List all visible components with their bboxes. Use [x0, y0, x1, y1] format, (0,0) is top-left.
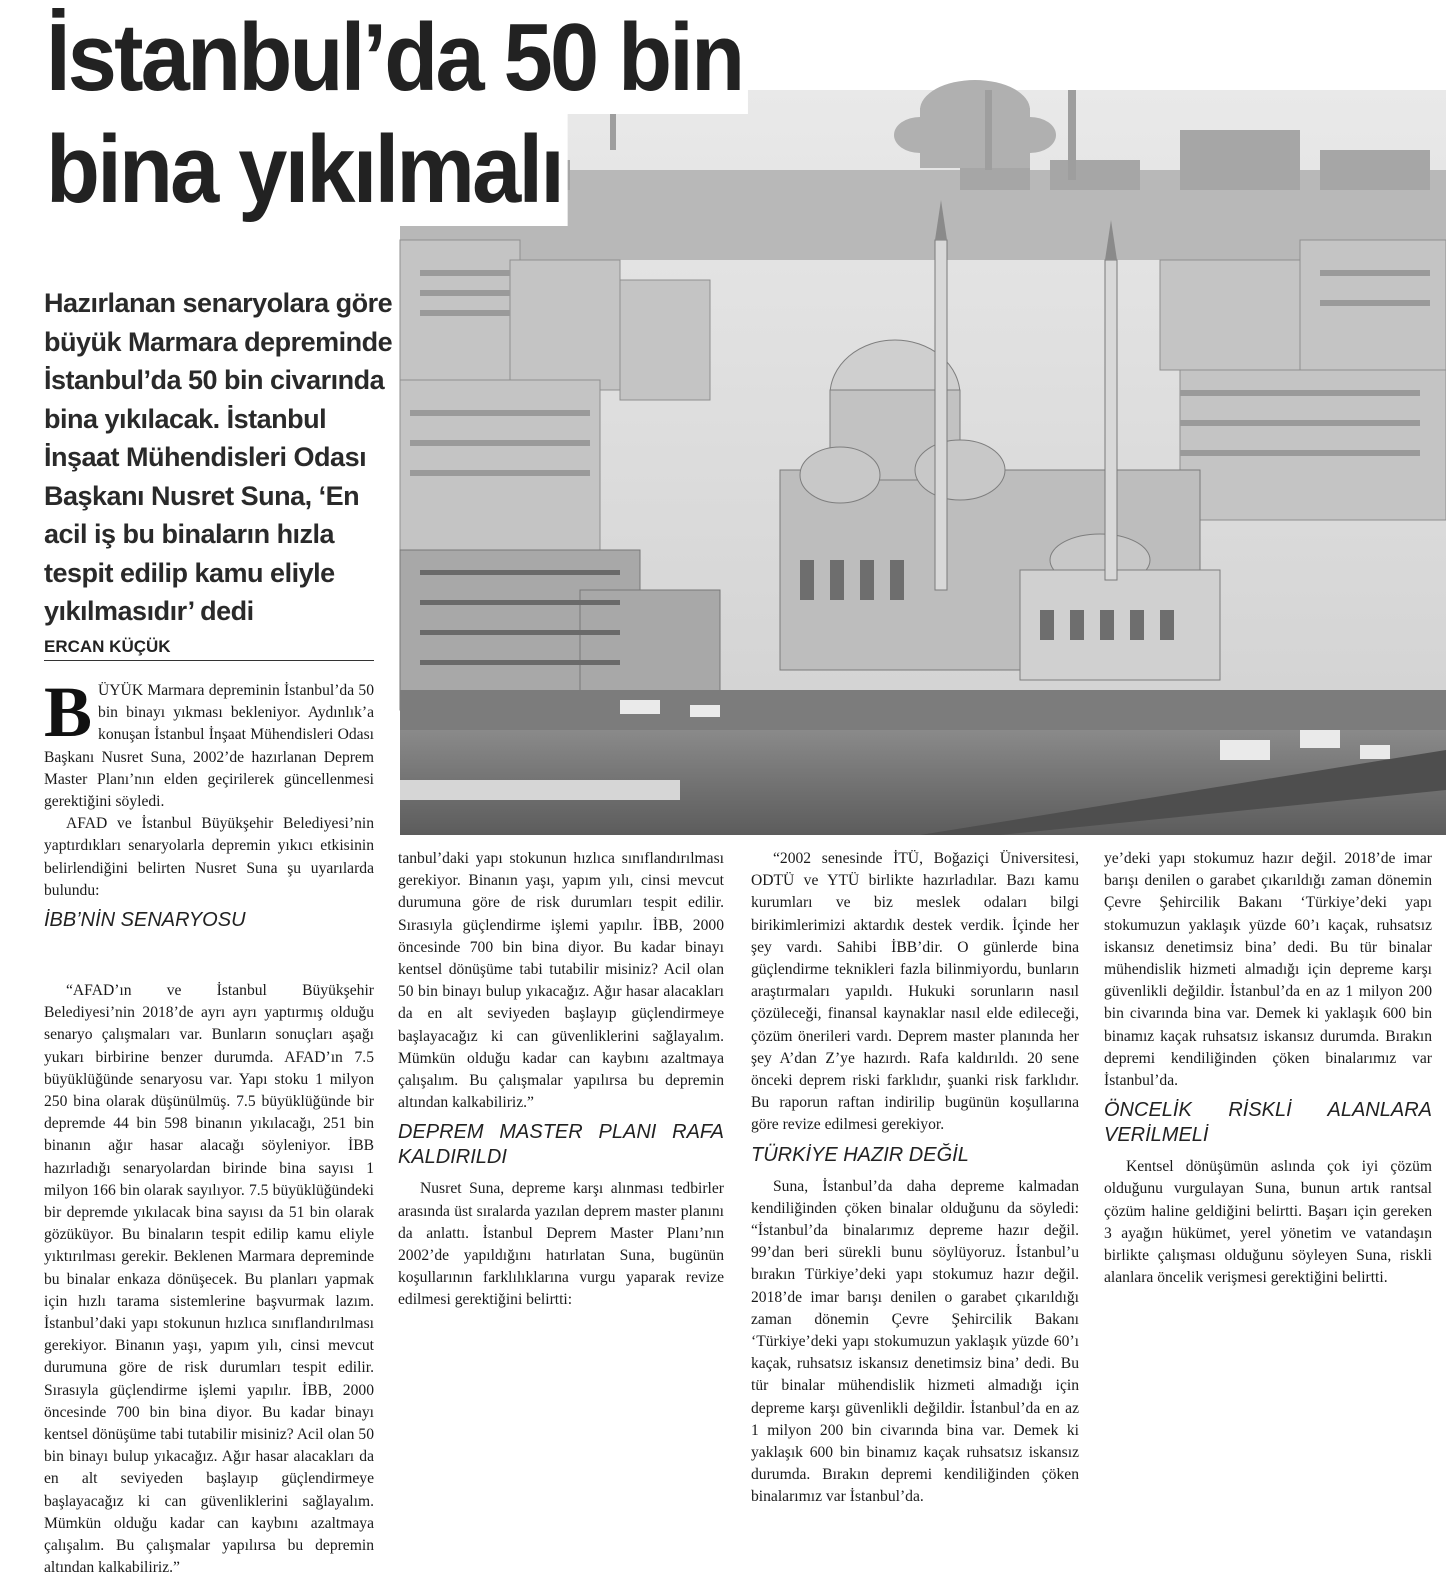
paragraph-afad-ibb: AFAD ve İstanbul Büyükşehir Belediyesi’nin yaptırdıkları senaryolarla depremin yıkıcı etkisinin belirlendiğini belirten Nusret Suna şu uyarılarda bulundu:: [44, 815, 374, 899]
paragraph-ibb-scenario-cont: tanbul’daki yapı stokunun hızlıca sınıflandırılması gerekiyor. Binanın yaşı, yapım yılı, cinsi mevcut durumuna göre de risk durumları tespit edilir. Sırasıyla güçlendirme işlemi yapılır. İBB, 2000 öncesinde 700 bin bina diyor. Bu kadar binayı kentsel dönüşüme tabi tutabilir misiniz? Acil olan 50 bin binayı bulup yıkacağız. Ağır hasar alacakları da en alt seviyeden başlayıp güçlendirmeye başlayacağız ki can güvenliklerini sağlayalım. Mümkün olduğu kadar can kaybını azaltmaya çalışalım. Bu çalışmalar yapılırsa bu depremin altından kalkabiliriz.”: [398, 850, 724, 1112]
byline: ERCAN KÜÇÜK: [44, 637, 374, 661]
article-column-1-continued: [44, 980, 374, 1577]
article-column-4: [1104, 848, 1432, 1360]
paragraph-priority-risky-areas: Kentsel dönüşümün aslında çok iyi çözüm olduğunu vurgulayan Suna, bunun artık rantsal çözüm haline geldiğini belirtti. Başarı için gereken 3 ayağın hükümet, yerel yönetim ve vatandaşın birlikte çalışması olduğunu söyleyen Suna, riskli alanlara öncelik verişmesi gerektiğini belirtti.: [1104, 1158, 1432, 1287]
intro-text: ÜYÜK Marmara depreminin İstanbul’da 50 bin binayı yıkması bekleniyor. Aydınlık’a konuşan İstanbul İnşaat Mühendisleri Odası Başkanı Nusret Suna, 2002’de hazırlanan Deprem Master Planı’nın elden geçirilerek güncellenmesi gerektiğini söyledi.: [44, 682, 374, 811]
intro-paragraph: [44, 672, 374, 813]
paragraph-turkiye-not-ready: Suna, İstanbul’da daha depreme kalmadan kendiliğinden çöken binalar olduğunu da söyledi: “İstanbul’da binalarımız depreme hazır değil. 99’dan beri sürekli bunu söylüyoruz. İstanbul’u bırakın Türkiye’deki yapı stokumuz hazır değil. 2018’de imar barışı denilen o garabet çıkarıldığı zaman dönemin Çevre Şehircilik Bakanı ‘Türkiye’deki yapı stokumuzun yaklaşık yüzde 60’ı kaçak, ruhsatsız iskansız denetimsiz bina’ dedi. Bu tür binalar mühendislik hizmeti almadığı için depreme karşı güvenlikli değildir. İstanbul’da en az 1 milyon 200 bin civarında bina var. Demek ki yaklaşık 600 bin binamız kaçak ruhsatsız iskansız durumda. Bırakın depremi kendiliğinden çöken binalarımız var İstanbul’da.: [751, 1177, 1079, 1506]
headline: [46, 2, 874, 226]
subhead-priority-risky-areas: ÖNCELİK RİSKLİ ALANLARA VERİLMELİ: [1104, 1099, 1432, 1147]
article-column-2: [398, 848, 724, 1360]
standfirst: Hazırlanan senaryolara göre büyük Marmara depreminde İstanbul’da 50 bin civarında bina yıkılacak. İstanbul İnşaat Mühendisleri Odası Başkanı Nusret Suna, ‘En acil iş bu binaların hızla tespit edilip kamu eliyle yıkılmasıdır’ dedi: [44, 288, 393, 626]
paragraph-master-plan: Nusret Suna, depreme karşı alınması tedbirler arasında üst sıralarda yazılan deprem master planını da anlattı. İstanbul Deprem Master Planı’nın 2002’de yapıldığını hatırlatan Suna, bugünün koşullarının farklılıklarına vurgu yaparak revize edilmesi gerektiğini belirtti:: [398, 1180, 724, 1309]
subhead-turkiye-not-ready: TÜRKİYE HAZIR DEĞİL: [751, 1143, 969, 1166]
subhead-master-plan: DEPREM MASTER PLANI RAFA KALDIRILDI: [398, 1121, 724, 1169]
headline-line-2: bina yıkılmalı: [46, 114, 568, 226]
headline-line-1: İstanbul’da 50 bin: [46, 2, 748, 114]
article-column-1-top: [44, 672, 374, 941]
drop-cap: B: [44, 672, 93, 752]
paragraph-turkiye-cont: ye’deki yapı stokumuz hazır değil. 2018’de imar barışı denilen o garabet çıkarıldığı zaman dönemin Çevre Şehircilik Bakanı ‘Türkiye’deki yapı stokumuzun yaklaşık yüzde 60’ı kaçak, ruhsatsız iskansız denetimsiz bina’ dedi. Bu tür binalar mühendislik hizmeti almadığı için depreme karşı güvenlikli değildir. İstanbul’da en az 1 milyon 200 bin civarında bina var. Demek ki yaklaşık 600 bin binamız kaçak ruhsatsız iskansız durumda. Bırakın depremi kendiliğinden çöken binalarımız var İstanbul’da.: [1104, 850, 1432, 1090]
paragraph-quote-2002: “2002 senesinde İTÜ, Boğaziçi Üniversitesi, ODTÜ ve YTÜ birlikte hazırladılar. Bazı kamu kurumları ve biz meslek odaları bilgi birikimlerimizi aktardık destek verdik. İçinde her şey vardı. Sahibi İBB’dir. O günlerde bina güçlendirme teknikleri fazla bilinmiyordu, bunların araştırmaları yapıldı. Hukuki sorunların nasıl çözüleceği, finansal kaynaklar nasıl elde edileceği, çözüm önerileri vardı. Deprem master planında her şey A’dan Z’ye hazırdı. Rafa kaldırıldı. 20 sene önceki deprem riski farklıdır, şuanki risk farklıdır. Bu raporun raftan indirilip bugünün koşullarına göre revize edilmesi gerekiyor.: [751, 850, 1079, 1134]
article-column-3: [751, 848, 1079, 1506]
paragraph-ibb-scenario: “AFAD’ın ve İstanbul Büyükşehir Belediyesi’nin 2018’de ayrı ayrı yaptırmış olduğu senaryo çalışmaları var. Bunların sonuçları aşağı yukarı birbirine benzer durumda. AFAD’ın 7.5 büyüklüğünde senaryosu var. Yapı stoku 1 milyon 250 bina olarak düşünülmüş. 7.5 büyüklüğünde bir depremde 44 bin 598 binanın yıkılacağı, 251 bin binanın ağır hasar alacağı söyleniyor. İBB hazırladığı senaryolardan birinde bina sayısı 1 milyon 166 bin olarak sayılıyor. 7.5 büyüklüğündeki bir depremde yıkılacak bina sayısı da 51 bin olarak gözüküyor. Bu binaların tespit edilip kamu eliyle yıktırılması gerekir. Beklenen Marmara depreminde bu binalar enkaza dönüşecek. Bu planları yapmak için hızlı tarama sistemlerine başvurmak lazım. İstanbul’daki yapı stokunun hızlıca sınıflandırılması gerekiyor. Binanın yaşı, yapım yılı, cinsi mevcut durumuna göre de risk durumları tespit edilir. Sırasıyla güçlendirme işlemi yapılır. İBB, 2000 öncesinde 700 bin bina diyor. Bu kadar binayı kentsel dönüşüme tabi tutabilir misiniz? Acil olan 50 bin binayı bulup yıkacağız. Ağır hasar alacakları da en alt seviyeden başlayıp güçlendirmeye başlayacağız ki can güvenliklerini sağlayalım. Mümkün olduğu kadar can kaybını azaltmaya çalışalım. Bu çalışmalar yapılırsa bu depremin altından kalkabiliriz.”: [44, 982, 374, 1577]
subhead-ibb-scenario: İBB’NİN SENARYOSU: [44, 909, 246, 932]
